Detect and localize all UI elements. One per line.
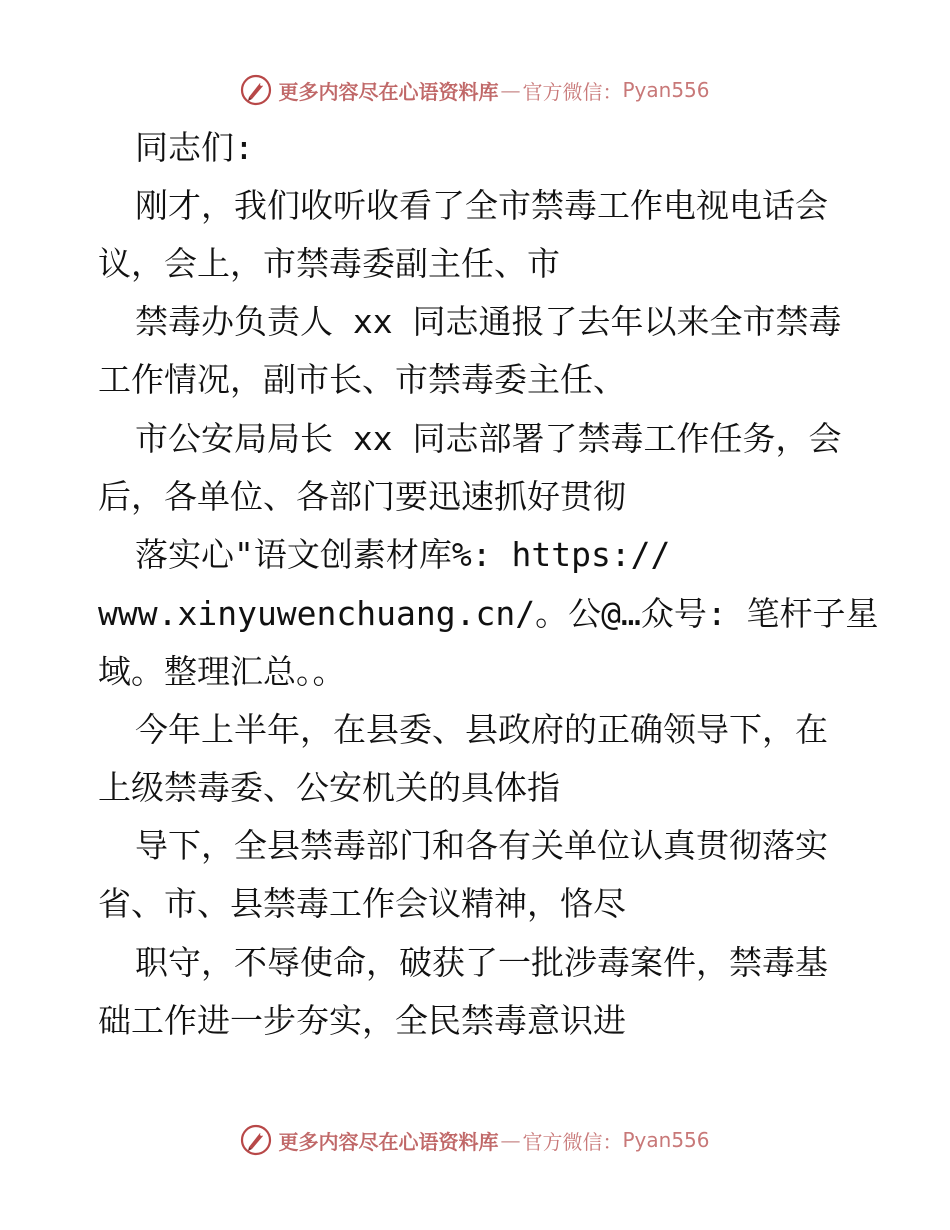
- doc-line: 域。整理汇总。。: [98, 652, 346, 691]
- watermark-id: Pyan556: [622, 1128, 710, 1152]
- doc-line: 落实心"语文创素材库%: https://: [135, 535, 671, 574]
- watermark-contact: 官方微信：: [522, 79, 623, 104]
- doc-line: 议，会上，市禁毒委副主任、市: [98, 244, 560, 283]
- doc-line: 同志们:: [135, 128, 254, 167]
- doc-line: 后，各单位、各部门要迅速抓好贯彻: [98, 477, 626, 516]
- doc-line: 导下，全县禁毒部门和各有关单位认真贯彻落实: [135, 826, 828, 865]
- watermark-dash: —: [500, 1128, 521, 1152]
- footer-watermark: [0, 1120, 950, 1160]
- doc-line: 省、市、县禁毒工作会议精神，恪尽: [98, 884, 626, 923]
- doc-line: 今年上半年，在县委、县政府的正确领导下，在: [135, 710, 828, 749]
- doc-line: www.xinyuwenchuang.cn/。公@…众号: 笔杆子星: [98, 594, 879, 633]
- pen-logo-icon: [240, 1124, 272, 1156]
- doc-line: 市公安局局长 xx 同志部署了禁毒工作任务，会: [135, 419, 842, 458]
- watermark-dash: —: [500, 78, 521, 102]
- doc-line: 工作情况，副市长、市禁毒委主任、: [98, 360, 626, 399]
- watermark-contact: 官方微信：: [522, 1129, 623, 1154]
- watermark-brand: 更多内容尽在心语资料库: [278, 79, 499, 104]
- header-watermark: [0, 70, 950, 110]
- watermark-brand: 更多内容尽在心语资料库: [278, 1129, 499, 1154]
- doc-line: 职守，不辱使命，破获了一批涉毒案件，禁毒基: [135, 943, 828, 982]
- doc-line: 刚才，我们收听收看了全市禁毒工作电视电话会: [135, 186, 828, 225]
- doc-line: 禁毒办负责人 xx 同志通报了去年以来全市禁毒: [135, 302, 842, 341]
- doc-line: 础工作进一步夯实，全民禁毒意识进: [98, 1001, 626, 1040]
- pen-logo-icon: [240, 74, 272, 106]
- watermark-id: Pyan556: [622, 78, 710, 102]
- doc-line: 上级禁毒委、公安机关的具体指: [98, 768, 560, 807]
